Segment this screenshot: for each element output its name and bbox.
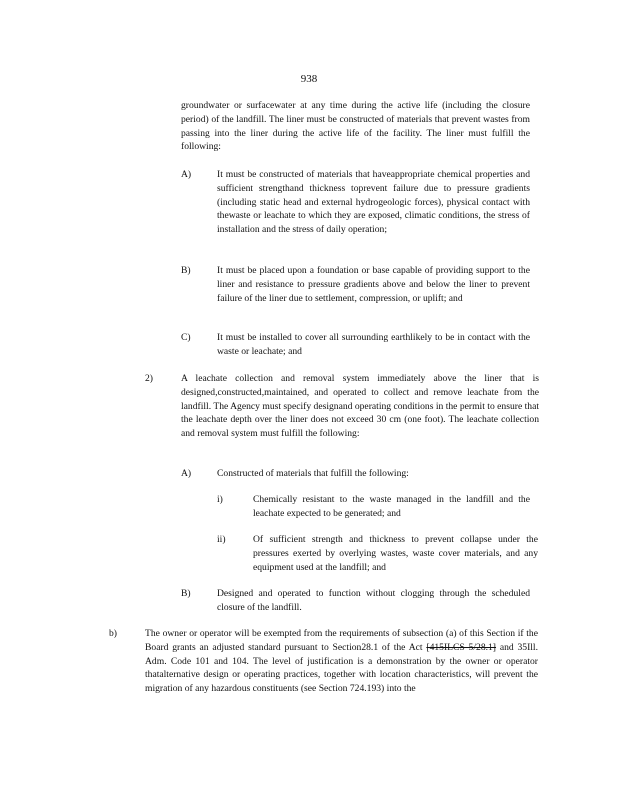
- leachate-item-a-text: Constructed of materials that fulfill the following:: [217, 468, 409, 479]
- liner-item-b-text: It must be placed upon a foundation or base capable of providing support to the liner and resistance to pressure gradients above and below the liner to prevent failure of the liner due to settlement, compression, or uplift; and: [217, 265, 530, 304]
- section-b-paragraph: [145, 627, 538, 696]
- leachate-item-b-label: B): [181, 588, 191, 599]
- section-b-struck-citation: [415ILCS 5/28.1]: [426, 641, 497, 653]
- leachate-item-a-label: A): [181, 468, 192, 479]
- liner-item-c-text: It must be installed to cover all surrounding earthlikely to be in contact with the waste or leachate; and: [217, 332, 530, 357]
- leachate-subitem-i-text: Chemically resistant to the waste managed in the landfill and the leachate expected to be generated; and: [253, 494, 530, 519]
- liner-item-b-label: B): [181, 265, 191, 276]
- section-b-label: b): [109, 628, 117, 639]
- liner-item-a-label: A): [181, 169, 192, 180]
- intro-paragraph: groundwater or surfacewater at any time during the active life (including the closure period) of the landfill. The liner must be constructed of materials that prevent wastes from passing into the liner during the active life of the facility. The liner must fulfill the following:: [181, 100, 530, 153]
- section-b-text-before: The owner or operator will be exempted from the requirements of subsection (a) of this Section if the Board grants an adjusted standard pursuant to Section28.1 of the Act: [145, 628, 538, 653]
- page-number: 938: [300, 73, 318, 85]
- section-b-text-after: and 35Ill. Adm. Code 101 and 104. The level of justification is a demonstration by the owner or operator thatalternative design or operating practices, together with location characteristics, will prevent the migration of any hazardous constituents (see Section 724.193) into the: [145, 641, 538, 695]
- leachate-label: 2): [145, 373, 153, 384]
- liner-item-c-label: C): [181, 332, 191, 343]
- leachate-subitem-ii-label: ii): [217, 534, 226, 545]
- leachate-subitem-ii-text: Of sufficient strength and thickness to prevent collapse under the pressures exerted by overlying wastes, waste cover materials, and any equipment used at the landfill; and: [253, 534, 538, 573]
- leachate-item-b-text: Designed and operated to function without clogging through the scheduled closure of the landfill.: [217, 588, 530, 613]
- liner-item-a-text: It must be constructed of materials that haveappropriate chemical properties and sufficient strengthand thickness toprevent failure due to pressure gradients (including static head and external hydrogeologic forces), physical contact with thewaste or leachate to which they are exposed, climatic conditions, the stress of installation and the stress of daily operation;: [217, 169, 530, 236]
- leachate-subitem-i-label: i): [217, 494, 223, 505]
- leachate-paragraph: A leachate collection and removal system immediately above the liner that is designed,constructed,maintained, and operated to collect and remove leachate from the landfill. The Agency must specify designand operating conditions in the permit to ensure that the leachate depth over the liner does not exceed 30 cm (one foot). The leachate collection and removal system must fulfill the following:: [181, 373, 539, 440]
